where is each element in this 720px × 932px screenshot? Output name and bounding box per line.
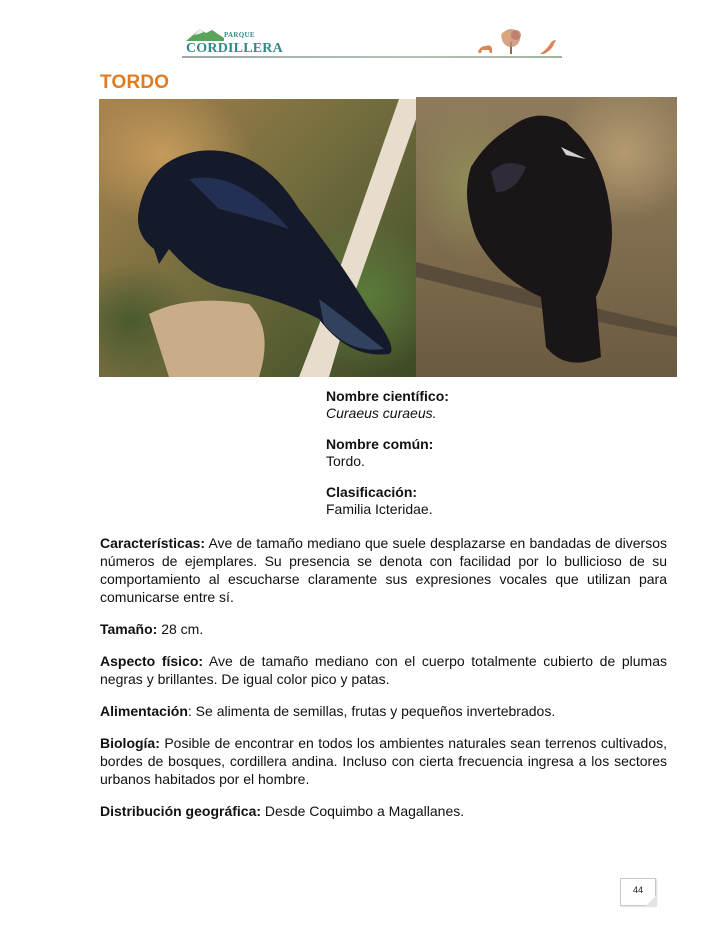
tamano-label: Tamaño: <box>100 621 158 637</box>
caracteristicas-paragraph <box>100 534 667 606</box>
alimentacion-label: Alimentación <box>100 703 188 719</box>
caracteristicas-text: Ave de tamaño mediano que suele desplazarse en bandadas de diversos números de ejemplares. Su presencia se denota con facilidad por lo bullicioso de su comportamiento al escucharse claramente sus expresiones vocales que utilizan para comunicarse entre sí. <box>100 535 667 605</box>
page-number <box>620 878 656 906</box>
biologia-text: Posible de encontrar en todos los ambientes naturales sean terrenos cultivados, bordes de bosques, cordillera andina. Incluso con cierta frecuencia ingresa a los sectores urbanos habitados por el hombre. <box>100 735 667 787</box>
bird-photo-right <box>416 97 677 377</box>
aspecto-paragraph <box>100 652 667 688</box>
fauna-illustration-icon <box>470 26 562 56</box>
species-info <box>326 388 666 532</box>
classification-label: Clasificación: <box>326 484 418 500</box>
common-name-label: Nombre común: <box>326 436 434 452</box>
parque-cordillera-logo <box>184 26 283 58</box>
classification-value: Familia Icteridae. <box>326 501 433 517</box>
caracteristicas-label: Características: <box>100 535 206 551</box>
bird-photo-left <box>99 99 416 377</box>
scientific-name-value: Curaeus curaeus. <box>326 405 437 421</box>
logo-cordillera-text: CORDILLERA <box>186 41 283 56</box>
tamano-text: 28 cm. <box>157 621 204 637</box>
logo-parque-text: PARQUE <box>224 31 255 39</box>
page-number-text: 44 <box>632 885 643 895</box>
common-name-value: Tordo. <box>326 453 365 469</box>
bird-illustration-icon <box>99 99 416 377</box>
distribucion-label: Distribución geográfica: <box>100 803 262 819</box>
aspecto-text: Ave de tamaño mediano con el cuerpo totalmente cubierto de plumas negras y brillantes. De igual color pico y patas. <box>100 653 667 687</box>
scientific-name-label: Nombre científico: <box>326 388 449 404</box>
tamano-paragraph <box>100 620 667 638</box>
page-title: TORDO <box>100 72 170 93</box>
page-header <box>180 22 570 62</box>
biologia-paragraph <box>100 734 667 788</box>
distribucion-paragraph <box>100 802 667 820</box>
alimentacion-text: : Se alimenta de semillas, frutas y pequeños invertebrados. <box>187 703 556 719</box>
aspecto-label: Aspecto físico: <box>100 653 204 669</box>
bird-illustration-icon <box>416 97 677 377</box>
distribucion-text: Desde Coquimbo a Magallanes. <box>261 803 465 819</box>
header-divider <box>182 56 562 58</box>
page-curl-icon <box>646 896 656 906</box>
species-description <box>100 534 667 834</box>
alimentacion-paragraph <box>100 702 667 720</box>
biologia-label: Biología: <box>100 735 160 751</box>
